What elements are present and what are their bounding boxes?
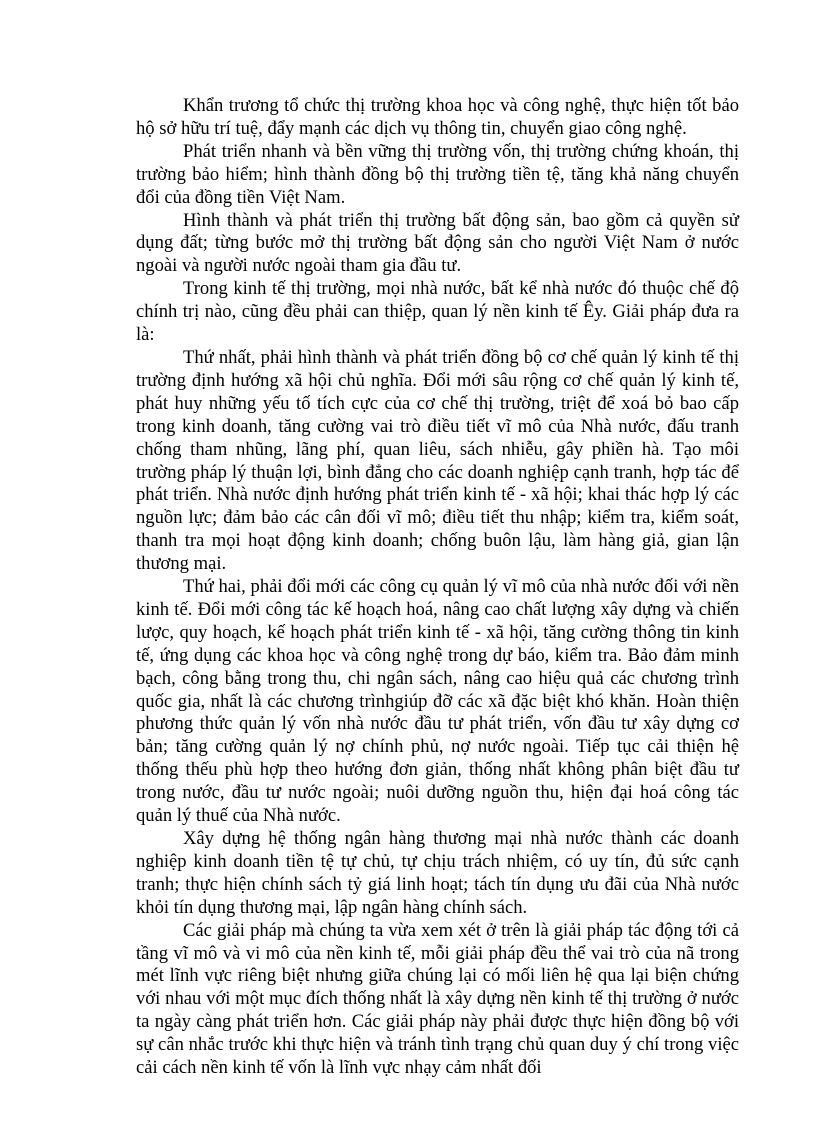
document-page	[136, 95, 739, 1080]
paragraph-science-technology-market: Khẩn trương tổ chức thị trường khoa học và công nghệ, thực hiện tốt bảo hộ sở hữu trí tuệ, đẩy mạnh các dịch vụ thông tin, chuyển giao công nghệ.	[136, 95, 739, 139]
paragraph-conclusion: Các giải pháp mà chúng ta vừa xem xét ở trên là giải pháp tác động tới cả tầng vĩ mô và vi mô của nền kinh tế, mỗi giải pháp đều thể vai trò của nã trong mét lĩnh vực riêng biệt nhưng giữa chúng lại có mối liên hệ qua lại biện chứng với nhau với một mục đích thống nhất là xây dựng nền kinh tế thị trường ở nước ta ngày càng phát triển hơn. Các giải pháp này phải được thực hiện đồng bộ với sự cân nhắc trước khi thực hiện và tránh tình trạng chủ quan duy ý chí trong việc cải cách nền kinh tế vốn là lĩnh vực nhạy cảm nhất đối	[136, 919, 739, 1079]
paragraph-state-intervention: Trong kinh tế thị trường, mọi nhà nước, bất kể nhà nước đó thuộc chế độ chính trị nào, cũng đều phải can thiệp, quan lý nền kinh tế Êy. Giải pháp đưa ra là:	[136, 278, 739, 346]
paragraph-real-estate-market: Hình thành và phát triển thị trường bất động sản, bao gồm cả quyền sử dụng đất; từng bước mở thị trường bất động sản cho người Việt Nam ở nước ngoài và người nước ngoài tham gia đầu tư.	[136, 209, 739, 277]
paragraph-banking-system: Xây dựng hệ thống ngân hàng thương mại nhà nước thành các doanh nghiệp kinh doanh tiền tệ tự chủ, tự chịu trách nhiệm, có uy tín, đủ sức cạnh tranh; thực hiện chính sách tỷ giá linh hoạt; tách tín dụng ưu đãi của Nhà nước khỏi tín dụng thương mại, lập ngân hàng chính sách.	[136, 828, 739, 918]
paragraph-first-solution: Thứ nhất, phải hình thành và phát triển đồng bộ cơ chế quản lý kinh tế thị trường định hướng xã hội chủ nghĩa. Đổi mới sâu rộng cơ chế quản lý kinh tế, phát huy những yếu tố tích cực của cơ chế thị trường, triệt để xoá bỏ bao cấp trong kinh doanh, tăng cường vai trò điều tiết vĩ mô của Nhà nước, đấu tranh chống tham nhũng, lãng phí, quan liêu, sách nhiễu, gây phiền hà. Tạo môi trường pháp lý thuận lợi, bình đẳng cho các doanh nghiệp cạnh tranh, hợp tác để phát triển. Nhà nước định hướng phát triển kinh tế - xã hội; khai thác hợp lý các nguồn lực; đảm bảo các cân đối vĩ mô; điều tiết thu nhập; kiểm tra, kiểm soát, thanh tra mọi hoạt động kinh doanh; chống buôn lậu, làm hàng giả, gian lận thương mại.	[136, 346, 739, 575]
paragraph-capital-market: Phát triển nhanh và bền vững thị trường vốn, thị trường chứng khoán, thị trường bảo hiểm; hình thành đồng bộ thị trường tiền tệ, tăng khả năng chuyển đổi của đồng tiền Việt Nam.	[136, 140, 739, 208]
paragraph-second-solution: Thứ hai, phải đổi mới các công cụ quản lý vĩ mô của nhà nước đối với nền kinh tế. Đổi mới công tác kế hoạch hoá, nâng cao chất lượng xây dựng và chiến lược, quy hoạch, kế hoạch phát triển kinh tế - xã hội, tăng cường thông tin kinh tế, ứng dụng các khoa học và công nghệ trong dự báo, kiểm tra. Bảo đảm minh bạch, công bằng trong thu, chi ngân sách, nâng cao hiệu quả các chương trình quốc gia, nhất là các chương trìnhgiúp đỡ các xã đặc biệt khó khăn. Hoàn thiện phương thức quản lý vốn nhà nước đầu tư phát triển, vốn đầu tư xây dựng cơ bản; tăng cường quản lý nợ chính phủ, nợ nước ngoài. Tiếp tục cải thiện hệ thống thếu phù hợp theo hướng đơn giản, thống nhất không phân biệt đầu tư trong nước, đầu tư nước ngoài; nuôi dưỡng nguồn thu, hiện đại hoá công tác quản lý thuế của Nhà nước.	[136, 576, 739, 827]
